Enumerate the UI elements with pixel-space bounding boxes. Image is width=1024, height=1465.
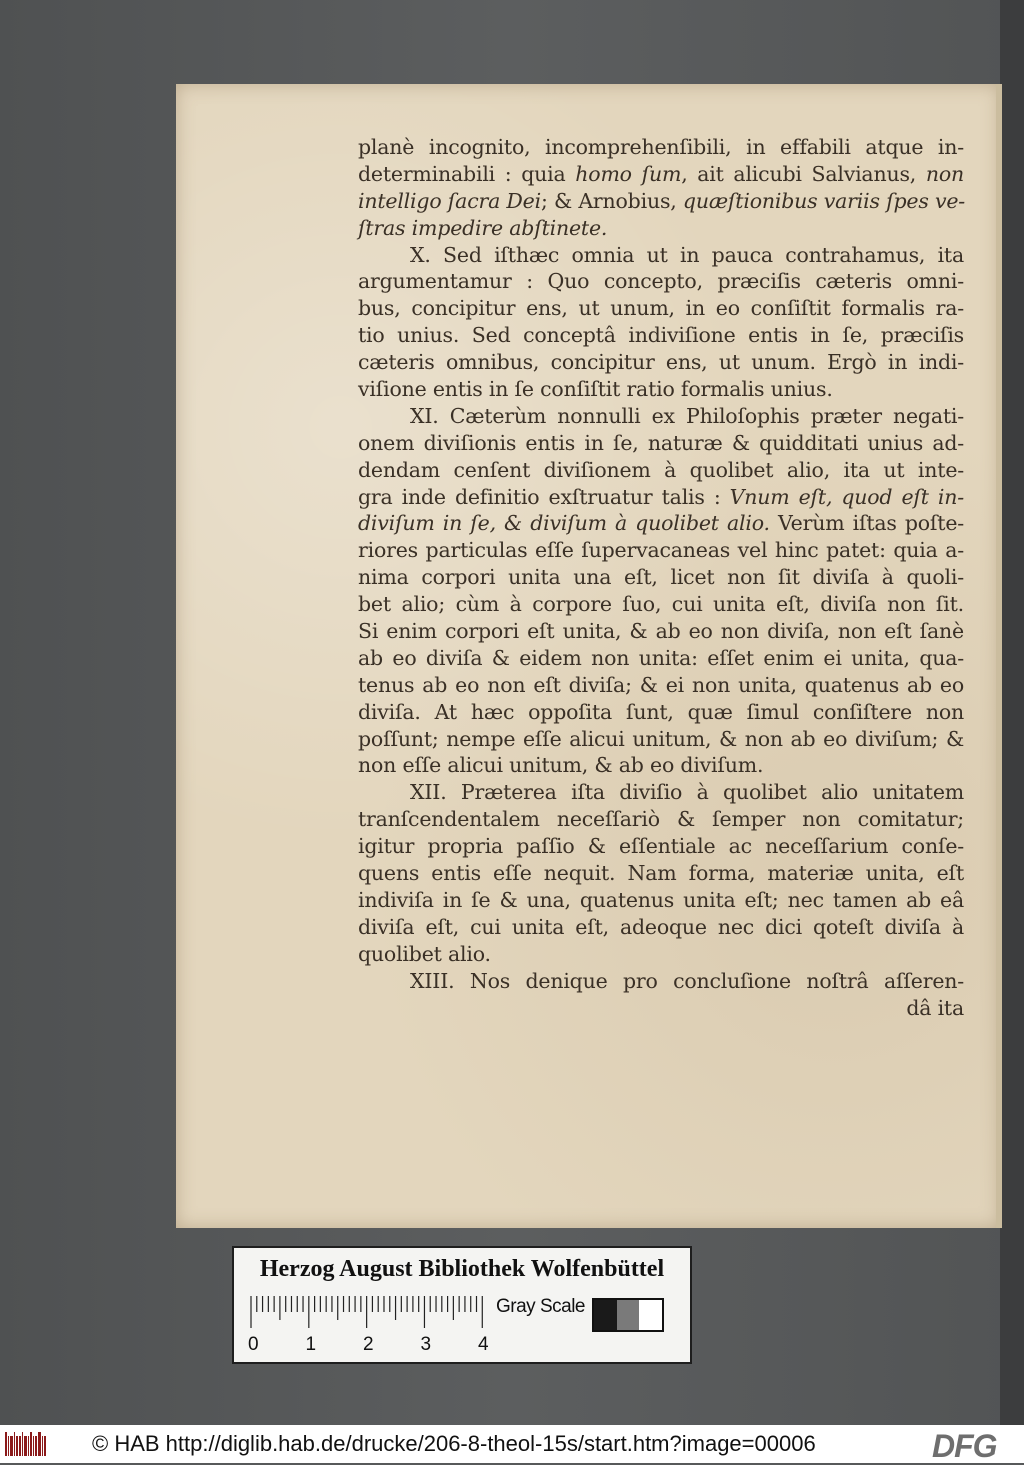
gray-swatch	[617, 1300, 640, 1330]
library-label-card	[232, 1246, 692, 1364]
text-line: onem diviſionis entis in ſe, naturæ & quidditati unius ad-	[358, 430, 964, 455]
text-line: dendam cenſent diviſionem à quolibet alio, ita ut inte-	[358, 457, 964, 482]
text-line: intelligo ſacra Dei; & Arnobius, quæſtionibus variis ſpes ve-	[358, 188, 966, 213]
library-name: Herzog August Bibliothek Wolfenbüttel	[259, 1256, 665, 1282]
text-line: viſione entis in ſe conſiſtit ratio formalis unius.	[358, 377, 833, 402]
hab-barcode-logo-icon[interactable]	[4, 1430, 50, 1458]
text-line: igitur propria paſſio & eſſentiale ac neceſſarium conſe-	[358, 834, 964, 859]
text-line: X. Sed iſthæc omnia ut in pauca contrahamus, ita	[410, 242, 964, 267]
text-line: XIII. Nos denique pro concluſione noſtrâ aſſeren-	[410, 968, 964, 993]
text-line: bus, concipitur ens, ut unum, in eo conſiſtit formalis ra-	[358, 296, 964, 321]
viewer-footer	[0, 1425, 1024, 1463]
text-line: XII. Præterea iſta diviſio à quolibet alio unitatem	[410, 780, 964, 805]
gray-scale-label: Gray Scale	[496, 1296, 585, 1317]
text-line: diviſa. At hæc oppoſita ſunt, quæ ſimul conſiſtere non	[358, 699, 964, 724]
ruler-number: 3	[420, 1334, 432, 1355]
text-line: planè incognito, incomprehenſibili, in effabili atque in-	[358, 135, 964, 159]
page-text	[358, 134, 964, 1021]
ruler-numbers	[248, 1334, 508, 1358]
text-line: quens entis eſſe nequit. Nam forma, materiæ unita, eſt	[358, 861, 964, 886]
text-line: Si enim corpori eſt unita, & ab eo non diviſa, non eſt ſanè	[358, 619, 964, 644]
text-line: argumentamur : Quo concepto, præciſis cæteris omni-	[358, 269, 964, 294]
text-line: tranſcendentalem neceſſariò & ſemper non comitatur;	[358, 807, 964, 832]
gray-swatch	[639, 1300, 662, 1330]
text-line: diviſum in ſe, & diviſum à quolibet alio. Verùm iſtas poſte-	[358, 511, 965, 536]
ruler-number: 0	[248, 1334, 259, 1355]
text-line: indiviſa in ſe & una, quatenus unita eſt; nec tamen ab eâ	[358, 887, 964, 912]
dfg-logo[interactable]: DFG	[932, 1428, 997, 1464]
text-line: XI. Cæterùm nonnulli ex Philoſophis præter negati-	[410, 403, 964, 428]
text-line: ab eo diviſa & eidem non unita: eſſet enim ei unita, qua-	[358, 645, 964, 670]
ruler-number: 4	[478, 1334, 489, 1355]
text-line: poſſunt; nempe eſſe alicui unitum, & non ab eo diviſum; &	[358, 726, 964, 751]
text-line: tenus ab eo non eſt diviſa; & ei non unita, quatenus ab eo	[358, 672, 964, 697]
text-line: tio unius. Sed conceptâ indiviſione entis in ſe, præciſis	[358, 323, 964, 348]
text-line: determinabili : quia homo ſum, ait alicubi Salvianus, non	[358, 161, 964, 186]
ruler-scale	[250, 1294, 486, 1330]
source-url[interactable]: © HAB http://diglib.hab.de/drucke/206-8-theol-15s/start.htm?image=00006	[92, 1431, 816, 1456]
gray-swatch	[594, 1300, 617, 1330]
gray-scale-swatches	[592, 1298, 664, 1332]
text-line: nima corpori unita una eſt, licet non ſit diviſa à quoli-	[358, 565, 964, 590]
text-line: cæteris omnibus, concipitur ens, ut unum. Ergò in indi-	[358, 350, 964, 375]
text-line: riores particulas eſſe ſupervacaneas vel hinc patet: quia a-	[358, 538, 964, 563]
text-line: bet alio; cùm à corpore ſuo, cui unita eſt, diviſa non ſit.	[358, 592, 964, 617]
text-line: diviſa eſt, cui unita eſt, adeoque nec dici qoteſt diviſa à	[358, 914, 964, 939]
ruler-number: 2	[363, 1334, 374, 1355]
scanner-edge	[1000, 0, 1024, 1425]
text-line: non eſſe alicui unitum, & ab eo diviſum.	[358, 753, 764, 778]
text-line: gra inde definitio exſtruatur talis : Vnum eſt, quod eſt in-	[358, 484, 964, 509]
text-line: dâ ita	[906, 995, 964, 1020]
text-line: quolibet alio.	[358, 941, 491, 966]
text-line: ſtras impedire abſtinete.	[358, 215, 608, 240]
page-edge	[996, 84, 1002, 1228]
ruler-number: 1	[305, 1334, 317, 1355]
